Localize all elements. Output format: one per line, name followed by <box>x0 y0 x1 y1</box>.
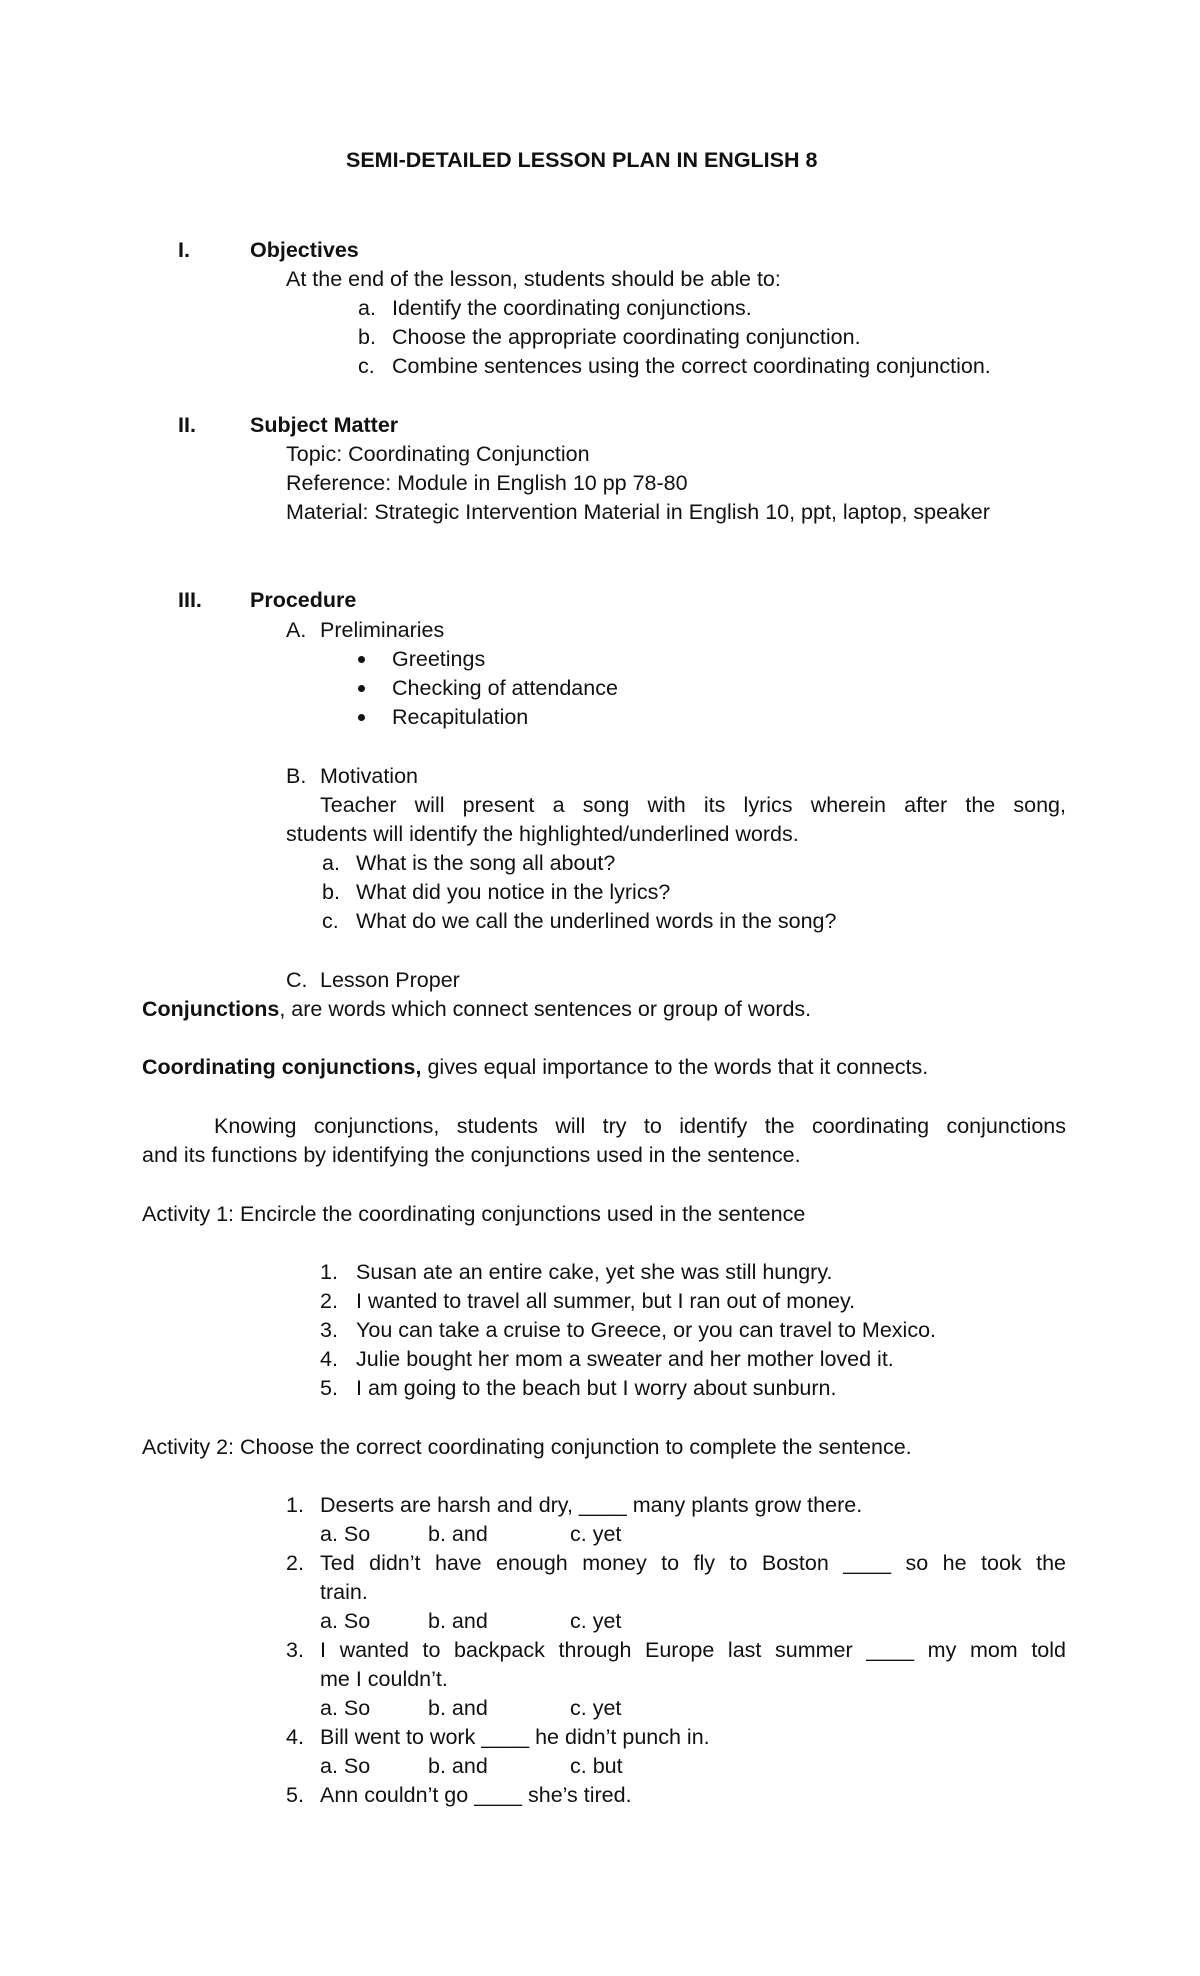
subsection-heading-preliminaries: Preliminaries <box>320 618 445 642</box>
list-item: What is the song all about? <box>356 851 616 875</box>
definition-coordinating <box>142 1057 928 1079</box>
question-text: Ann couldn’t go ____ she’s tired. <box>320 1783 632 1807</box>
choice-b: b. and <box>428 1609 488 1633</box>
list-letter: c. <box>322 909 339 933</box>
list-number: 2. <box>320 1289 338 1313</box>
motivation-text: Teacher will present a song with its lyrics wherein after the song, <box>320 793 1066 817</box>
list-letter: b. <box>358 325 376 349</box>
term-coordinating: Coordinating conjunctions, <box>142 1055 422 1079</box>
choice-a: a. So <box>320 1754 371 1778</box>
list-item: What did you notice in the lyrics? <box>356 880 671 904</box>
choice-c: c. yet <box>570 1696 622 1720</box>
list-number: 3. <box>320 1318 338 1342</box>
list-letter: a. <box>322 851 340 875</box>
question-text: train. <box>320 1580 368 1604</box>
question-text: me I couldn’t. <box>320 1667 448 1691</box>
list-number: 5. <box>320 1376 338 1400</box>
list-item: Combine sentences using the correct coordinating conjunction. <box>392 354 991 378</box>
choice-b: b. and <box>428 1522 488 1546</box>
subsection-letter: B. <box>286 764 307 788</box>
bullet-icon <box>358 685 365 692</box>
list-item: Checking of attendance <box>392 676 618 700</box>
list-letter: b. <box>322 880 340 904</box>
list-item: I wanted to travel all summer, but I ran out of money. <box>356 1289 856 1313</box>
paragraph-line: and its functions by identifying the conjunctions used in the sentence. <box>142 1143 801 1167</box>
subject-reference: Reference: Module in English 10 pp 78-80 <box>286 471 688 495</box>
list-item: Recapitulation <box>392 705 529 729</box>
choice-b: b. and <box>428 1754 488 1778</box>
list-number: 1. <box>320 1260 338 1284</box>
list-item: Julie bought her mom a sweater and her mother loved it. <box>356 1347 894 1371</box>
section-numeral: III. <box>178 588 202 612</box>
choice-a: a. So <box>320 1696 371 1720</box>
list-item: Choose the appropriate coordinating conjunction. <box>392 325 861 349</box>
definition-text: gives equal importance to the words that it connects. <box>421 1055 929 1079</box>
section-numeral: I. <box>178 238 190 262</box>
subsection-letter: C. <box>286 968 308 992</box>
subsection-letter: A. <box>286 618 307 642</box>
choice-a: a. So <box>320 1522 371 1546</box>
subject-material: Material: Strategic Intervention Material in English 10, ppt, laptop, speaker <box>286 500 990 524</box>
question-text: I wanted to backpack through Europe last summer ____ my mom told <box>320 1638 1066 1662</box>
list-item: Identify the coordinating conjunctions. <box>392 296 752 320</box>
list-item: You can take a cruise to Greece, or you can travel to Mexico. <box>356 1318 937 1342</box>
list-number: 3. <box>286 1638 304 1662</box>
bullet-icon <box>358 714 365 721</box>
list-number: 5. <box>286 1783 304 1807</box>
list-number: 4. <box>286 1725 304 1749</box>
list-number: 1. <box>286 1493 304 1517</box>
list-number: 2. <box>286 1551 304 1575</box>
question-text: Ted didn’t have enough money to fly to Boston ____ so he took the <box>320 1551 1066 1575</box>
choice-c: c. yet <box>570 1609 622 1633</box>
objectives-intro: At the end of the lesson, students should be able to: <box>286 267 781 291</box>
term-conjunctions: Conjunctions <box>142 997 280 1021</box>
section-heading-subject-matter: Subject Matter <box>250 413 399 437</box>
activity2-title: Activity 2: Choose the correct coordinating conjunction to complete the sentence. <box>142 1435 912 1459</box>
list-letter: a. <box>358 296 376 320</box>
subject-topic: Topic: Coordinating Conjunction <box>286 442 590 466</box>
definition-conjunctions <box>142 999 811 1021</box>
section-heading-objectives: Objectives <box>250 238 359 262</box>
choice-c: c. yet <box>570 1522 622 1546</box>
question-text: Bill went to work ____ he didn’t punch in. <box>320 1725 710 1749</box>
list-item: Greetings <box>392 647 486 671</box>
paragraph-line: Knowing conjunctions, students will try to identify the coordinating conjunctions <box>214 1114 1066 1138</box>
list-item: I am going to the beach but I worry about sunburn. <box>356 1376 837 1400</box>
section-numeral: II. <box>178 413 196 437</box>
list-number: 4. <box>320 1347 338 1371</box>
list-letter: c. <box>358 354 375 378</box>
choice-a: a. So <box>320 1609 371 1633</box>
choice-b: b. and <box>428 1696 488 1720</box>
subsection-heading-lesson-proper: Lesson Proper <box>320 968 460 992</box>
choice-c: c. but <box>570 1754 623 1778</box>
question-text: Deserts are harsh and dry, ____ many plants grow there. <box>320 1493 863 1517</box>
activity1-title: Activity 1: Encircle the coordinating conjunctions used in the sentence <box>142 1202 806 1226</box>
definition-text: , are words which connect sentences or group of words. <box>279 997 812 1021</box>
list-item: What do we call the underlined words in the song? <box>356 909 837 933</box>
bullet-icon <box>358 656 365 663</box>
subsection-heading-motivation: Motivation <box>320 764 418 788</box>
section-heading-procedure: Procedure <box>250 588 357 612</box>
page-title: SEMI-DETAILED LESSON PLAN IN ENGLISH 8 <box>346 148 818 172</box>
motivation-text: students will identify the highlighted/underlined words. <box>286 822 799 846</box>
list-item: Susan ate an entire cake, yet she was still hungry. <box>356 1260 833 1284</box>
